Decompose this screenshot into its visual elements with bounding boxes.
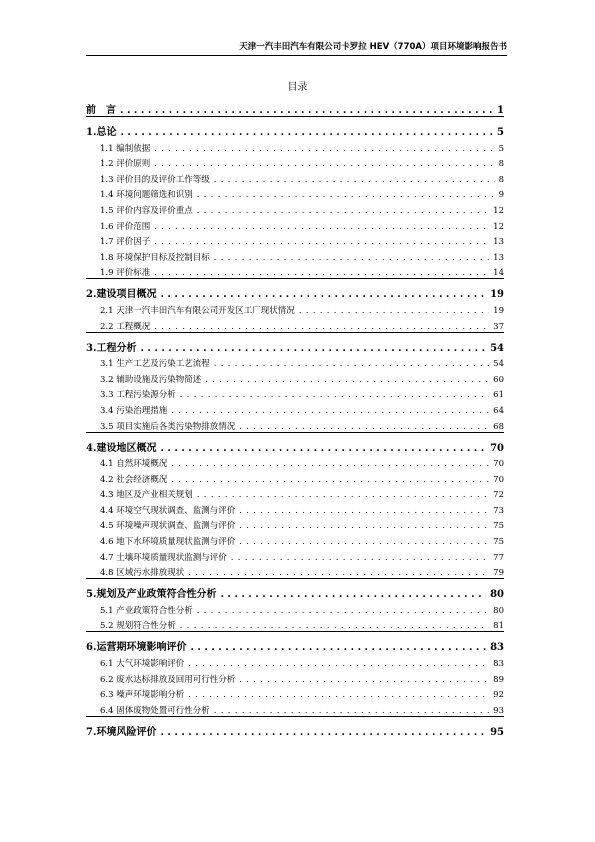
toc-subsection-row[interactable] [86, 563, 504, 579]
dot-leader [197, 190, 495, 200]
dot-leader [205, 375, 489, 385]
dot-leader [180, 621, 489, 631]
toc-section-row[interactable] [86, 716, 504, 738]
toc-entry-label: 2.1 天津一汽丰田汽车有限公司开发区工厂现状情况 [100, 305, 295, 316]
dot-leader [171, 459, 489, 469]
dot-leader [220, 589, 486, 600]
toc-subsection-row[interactable] [86, 300, 504, 316]
dot-leader [239, 422, 489, 432]
toc-section-row[interactable] [86, 432, 504, 454]
toc-section-row[interactable] [86, 116, 504, 138]
toc-entry-label: 1.6 评价范围 [100, 221, 151, 232]
toc-entry-label: 6.4 固体废物处置可行性分析 [100, 705, 210, 716]
toc-entry-label: 7.环境风险评价 [86, 726, 157, 738]
toc-entry-label: 6.2 废水达标排放及回用可行性分析 [100, 674, 236, 685]
toc-entry-page: 64 [493, 405, 504, 416]
toc-entry-label: 1.2 评价原则 [100, 159, 151, 170]
toc-subsection-row[interactable] [86, 169, 504, 185]
toc-entry-page: 54 [490, 342, 504, 354]
toc-subsection-row[interactable] [86, 154, 504, 170]
dot-leader [214, 253, 489, 263]
dot-leader [214, 359, 489, 369]
dot-leader [154, 159, 494, 169]
toc-entry-label: 4.8 区域污水排放现状 [100, 568, 185, 579]
toc-entry-label: 4.4 环境空气现状调查、监测与评价 [100, 505, 236, 516]
toc-entry-label: 3.工程分析 [86, 342, 137, 354]
toc-subsection-row[interactable] [86, 200, 504, 216]
toc-entry-label: 1.5 评价内容及评价重点 [100, 205, 193, 216]
dot-leader [188, 659, 489, 669]
toc-entry-page: 72 [493, 490, 504, 501]
toc-subsection-row[interactable] [86, 531, 504, 547]
toc-entry-label: 1.总论 [86, 127, 117, 138]
dot-leader [214, 175, 495, 185]
toc-subsection-row[interactable] [86, 263, 504, 279]
toc-title: 目录 [287, 82, 308, 93]
toc-entry-page: 8 [498, 174, 504, 185]
dot-leader [239, 521, 489, 531]
toc-subsection-row[interactable] [86, 369, 504, 385]
toc-subsection-row[interactable] [86, 600, 504, 616]
toc-entry-label: 4.3 地区及产业相关规划 [100, 490, 193, 501]
toc-subsection-row[interactable] [86, 454, 504, 470]
table-of-contents [86, 94, 504, 738]
dot-leader [171, 406, 489, 416]
toc-entry-page: 54 [493, 359, 504, 370]
toc-subsection-row[interactable] [86, 216, 504, 232]
toc-entry-page: 75 [493, 521, 504, 532]
toc-entry-page: 12 [493, 205, 504, 216]
header-rule [86, 55, 507, 56]
dot-leader [171, 475, 489, 485]
dot-leader [239, 537, 489, 547]
dot-leader [214, 706, 489, 716]
toc-entry-page: 70 [493, 474, 504, 485]
toc-entry-label: 6.运营期环境影响评价 [86, 642, 187, 654]
dot-leader [160, 443, 486, 454]
toc-entry-page: 13 [493, 252, 504, 263]
toc-entry-page: 89 [493, 674, 504, 685]
toc-entry-label: 4.6 地下水环境质量现状监测与评价 [100, 537, 236, 548]
dot-leader [188, 690, 489, 700]
dot-leader [188, 568, 489, 578]
toc-section-row[interactable] [86, 94, 504, 116]
toc-entry-page: 8 [498, 159, 504, 170]
toc-entry-label: 5.1 产业政策符合性分析 [100, 605, 193, 616]
toc-section-row[interactable] [86, 578, 504, 600]
toc-entry-page: 77 [493, 552, 504, 563]
toc-entry-page: 5 [498, 143, 504, 154]
toc-subsection-row[interactable] [86, 547, 504, 563]
toc-entry-label: 1.4 环境问题筛选和识别 [100, 190, 193, 201]
toc-subsection-row[interactable] [86, 500, 504, 516]
toc-subsection-row[interactable] [86, 316, 504, 332]
toc-subsection-row[interactable] [86, 516, 504, 532]
toc-subsection-row[interactable] [86, 232, 504, 248]
toc-entry-page: 61 [493, 390, 504, 401]
dot-leader [154, 222, 489, 232]
toc-entry-label: 6.1 大气环境影响评价 [100, 659, 185, 670]
dot-leader [239, 675, 489, 685]
toc-entry-page: 70 [490, 442, 504, 454]
dot-leader [120, 105, 493, 116]
toc-entry-page: 19 [490, 289, 504, 301]
toc-subsection-row[interactable] [86, 616, 504, 632]
toc-entry-page: 1 [497, 105, 504, 116]
toc-section-row[interactable] [86, 278, 504, 300]
toc-entry-label: 1.8 环境保护目标及控制目标 [100, 252, 210, 263]
toc-entry-label: 1.9 评价标准 [100, 268, 151, 279]
toc-subsection-row[interactable] [86, 653, 504, 669]
dot-leader [140, 343, 486, 354]
toc-entry-label: 5.2 规划符合性分析 [100, 621, 176, 632]
toc-subsection-row[interactable] [86, 469, 504, 485]
toc-entry-label: 6.3 噪声环境影响分析 [100, 690, 185, 701]
toc-entry-label: 5.规划及产业政策符合性分析 [86, 589, 217, 601]
toc-subsection-row[interactable] [86, 138, 504, 154]
toc-entry-page: 70 [493, 459, 504, 470]
toc-entry-label: 前 言 [86, 105, 116, 116]
toc-subsection-row[interactable] [86, 669, 504, 685]
toc-entry-label: 3.1 生产工艺及污染工艺流程 [100, 359, 210, 370]
dot-leader [154, 144, 494, 154]
toc-entry-page: 81 [493, 621, 504, 632]
toc-entry-page: 83 [490, 642, 504, 654]
toc-entry-label: 3.5 项目实施后各类污染物排放情况 [100, 421, 236, 432]
toc-entry-label: 1.1 编制依据 [100, 143, 151, 154]
toc-entry-label: 1.3 评价目的及评价工作等级 [100, 174, 210, 185]
dot-leader [231, 553, 489, 563]
toc-entry-label: 2.建设项目概况 [86, 289, 157, 301]
toc-subsection-row[interactable] [86, 354, 504, 370]
toc-entry-label: 4.建设地区概况 [86, 442, 157, 454]
running-header: 天津一汽丰田汽车有限公司卡罗拉 HEV（770A）项目环境影响报告书 [239, 42, 507, 52]
toc-entry-page: 95 [490, 726, 504, 738]
dot-leader [154, 322, 489, 332]
toc-entry-label: 4.1 自然环境概况 [100, 459, 168, 470]
toc-subsection-row[interactable] [86, 685, 504, 701]
toc-subsection-row[interactable] [86, 385, 504, 401]
dot-leader [154, 237, 489, 247]
toc-entry-label: 2.2 工程概况 [100, 321, 151, 332]
toc-entry-page: 79 [493, 568, 504, 579]
toc-section-row[interactable] [86, 631, 504, 653]
toc-entry-page: 73 [493, 505, 504, 516]
toc-entry-page: 60 [493, 374, 504, 385]
toc-entry-page: 13 [493, 237, 504, 248]
toc-subsection-row[interactable] [86, 247, 504, 263]
dot-leader [197, 206, 489, 216]
dot-leader [160, 289, 486, 300]
dot-leader [299, 306, 489, 316]
toc-entry-page: 83 [493, 659, 504, 670]
toc-entry-page: 19 [493, 305, 504, 316]
dot-leader [197, 490, 489, 500]
dot-leader [120, 127, 493, 138]
toc-entry-page: 92 [493, 690, 504, 701]
dot-leader [190, 642, 486, 653]
toc-entry-page: 93 [493, 705, 504, 716]
toc-entry-label: 4.7 土壤环境质量现状监测与评价 [100, 552, 227, 563]
toc-entry-label: 4.5 环境噪声现状调查、监测与评价 [100, 521, 236, 532]
toc-entry-label: 3.2 辅助设施及污染物简述 [100, 374, 202, 385]
toc-entry-page: 68 [493, 421, 504, 432]
toc-entry-page: 5 [497, 127, 504, 138]
dot-leader [160, 727, 486, 738]
toc-entry-label: 1.7 评价因子 [100, 237, 151, 248]
toc-entry-label: 3.4 污染治理措施 [100, 405, 168, 416]
toc-subsection-row[interactable] [86, 485, 504, 501]
toc-subsection-row[interactable] [86, 416, 504, 432]
toc-entry-page: 12 [493, 221, 504, 232]
dot-leader [197, 606, 489, 616]
toc-subsection-row[interactable] [86, 700, 504, 716]
toc-subsection-row[interactable] [86, 400, 504, 416]
toc-entry-page: 80 [490, 589, 504, 601]
toc-entry-label: 3.3 工程污染源分析 [100, 390, 176, 401]
toc-entry-page: 9 [498, 190, 504, 201]
toc-section-row[interactable] [86, 332, 504, 354]
dot-leader [154, 268, 489, 278]
toc-entry-page: 37 [493, 321, 504, 332]
toc-entry-label: 4.2 社会经济概况 [100, 474, 168, 485]
toc-entry-page: 14 [493, 268, 504, 279]
toc-entry-page: 75 [493, 537, 504, 548]
toc-entry-page: 80 [493, 605, 504, 616]
toc-subsection-row[interactable] [86, 185, 504, 201]
dot-leader [180, 390, 489, 400]
dot-leader [239, 506, 489, 516]
